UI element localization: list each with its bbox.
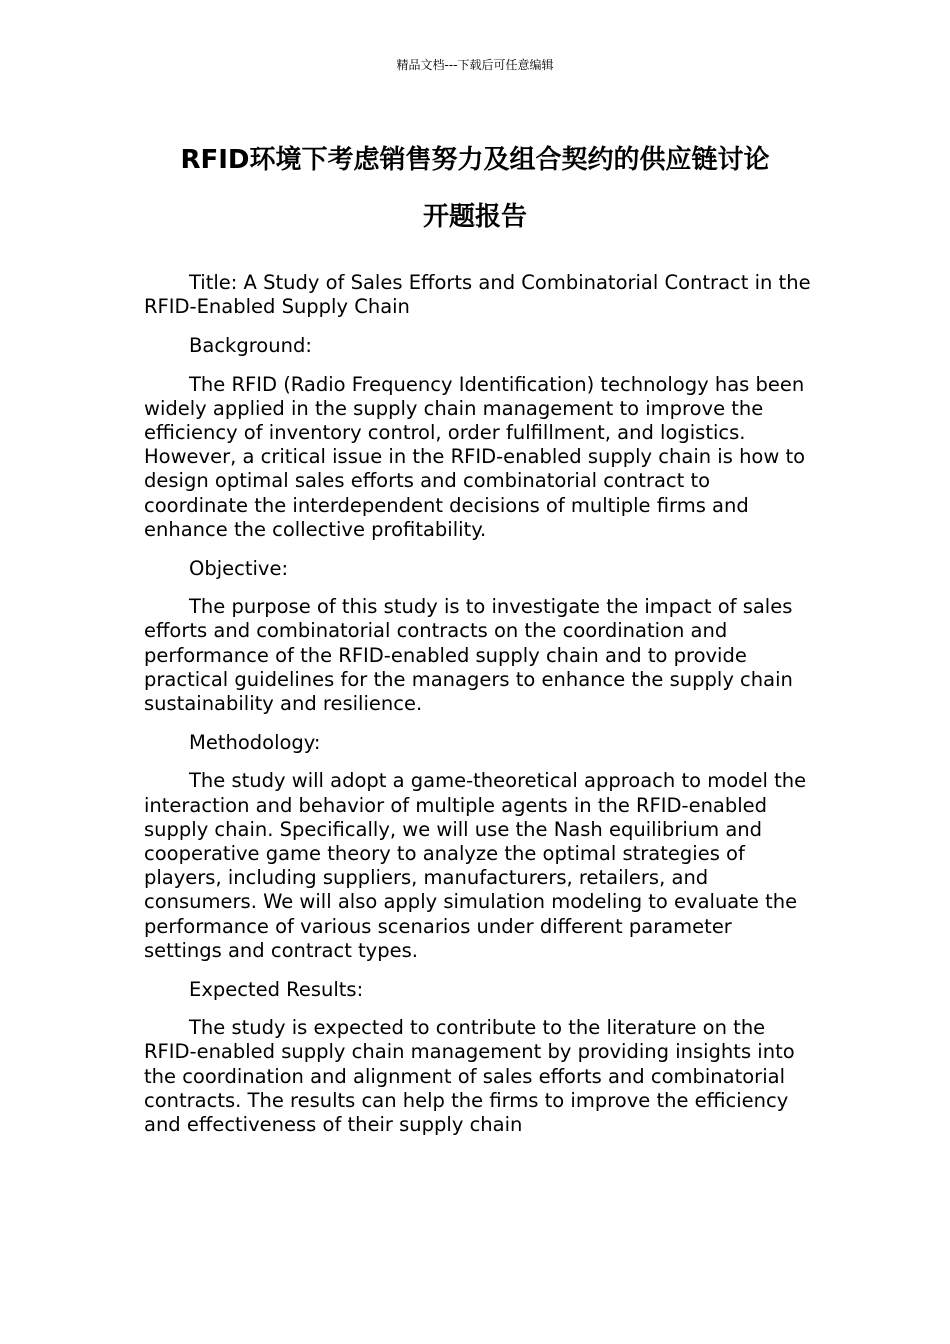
- title-line-2: 开题报告: [422, 202, 527, 232]
- heading-objective: Objective:: [189, 556, 289, 580]
- title-line-1: RFID环境下考虑销售努力及组合契约的供应链讨论: [180, 145, 770, 175]
- paragraph-methodology: The study will adopt a game-theoretical approach to model the interaction and behavior of multiple agents in the RFID-enabled supply chain. Specifically, we will use the Nash equilibrium and cooperative game theory to analyze the optimal strategies of players, including suppliers, manufacturers, retailers, and consumers. We will also apply simulation modeling to evaluate the performance of various scenarios under different parameter settings and contract types.: [144, 769, 807, 962]
- paragraph-title: Title: A Study of Sales Efforts and Combinatorial Contract in the RFID-Enabled Supply Chain: [144, 271, 811, 319]
- document-body: [144, 271, 814, 1152]
- heading-background: Background:: [189, 333, 312, 357]
- paragraph-expected-results: The study is expected to contribute to the literature on the RFID-enabled supply chain management by providing insights into the coordination and alignment of sales efforts and combinatorial contracts. The results can help the firms to improve the efficiency and effectiveness of their supply chain: [144, 1016, 795, 1137]
- paragraph-objective: The purpose of this study is to investigate the impact of sales efforts and combinatorial contracts on the coordination and performance of the RFID-enabled supply chain and to provide practical guidelines for the managers to enhance the supply chain sustainability and resilience.: [144, 595, 793, 716]
- heading-methodology: Methodology:: [189, 730, 321, 754]
- page-header: 精品文档---下载后可任意编辑: [396, 58, 554, 72]
- paragraph-background: The RFID (Radio Frequency Identification) technology has been widely applied in the supply chain management to improve the efficiency of inventory control, order fulfillment, and logistics. However, a critical issue in the RFID-enabled supply chain is how to design optimal sales efforts and combinatorial contract to coordinate the interdependent decisions of multiple firms and enhance the collective profitability.: [144, 372, 806, 541]
- document-title: [100, 132, 850, 246]
- heading-expected-results: Expected Results:: [189, 977, 364, 1001]
